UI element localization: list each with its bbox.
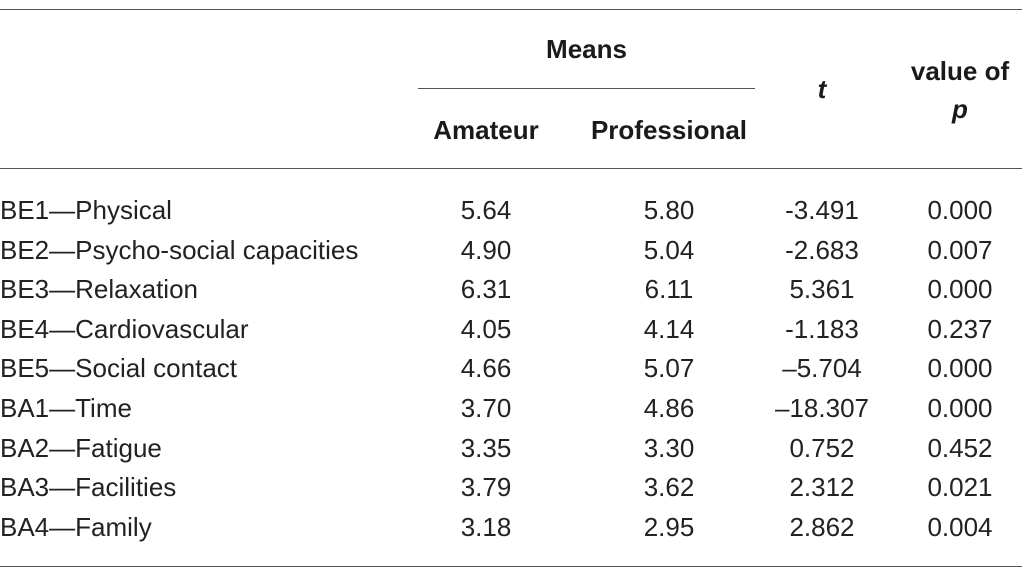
table-top-rule	[0, 9, 1022, 10]
row-amateur-mean: 4.66	[460, 353, 512, 384]
row-label: BE3—Relaxation	[0, 274, 198, 305]
row-professional-mean: 2.95	[643, 511, 695, 542]
row-t-value: 2.862	[789, 511, 855, 542]
row-amateur-mean: 4.90	[460, 234, 512, 265]
row-professional-mean: 4.86	[643, 393, 695, 423]
row-label: BE2—Psycho-social capacities	[0, 234, 359, 265]
header-t: t	[817, 74, 827, 104]
table-header-rule	[0, 168, 1022, 169]
header-means: Means	[546, 34, 627, 64]
row-professional-mean: 4.14	[643, 313, 695, 344]
header-amateur: Amateur	[433, 115, 539, 145]
row-professional-mean: 5.80	[643, 195, 695, 225]
means-subheader-rule	[418, 88, 755, 89]
row-amateur-mean: 3.18	[460, 511, 512, 542]
row-p-value: 0.237	[927, 313, 993, 344]
table-bottom-rule	[0, 566, 1022, 567]
row-p-value: 0.000	[927, 195, 993, 225]
row-t-value: 2.312	[789, 472, 855, 503]
row-t-value: 5.361	[789, 274, 855, 305]
row-professional-mean: 5.07	[643, 353, 695, 384]
row-professional-mean: 5.04	[643, 234, 695, 265]
row-p-value: 0.000	[927, 274, 993, 305]
row-p-value: 0.021	[927, 472, 993, 503]
row-p-value: 0.000	[927, 393, 993, 423]
row-amateur-mean: 6.31	[460, 274, 512, 305]
row-p-value: 0.004	[927, 511, 993, 542]
row-label: BA3—Facilities	[0, 472, 177, 503]
row-p-value: 0.007	[927, 234, 993, 265]
header-p-line1: value of	[910, 56, 1010, 86]
row-t-value: –5.704	[782, 353, 862, 384]
row-label: BE5—Social contact	[0, 353, 238, 384]
row-label: BA4—Family	[0, 511, 152, 542]
row-amateur-mean: 5.64	[460, 195, 512, 225]
row-p-value: 0.000	[927, 353, 993, 384]
row-professional-mean: 3.30	[643, 432, 695, 463]
row-amateur-mean: 3.79	[460, 472, 512, 503]
row-professional-mean: 6.11	[644, 274, 694, 305]
row-label: BA2—Fatigue	[0, 432, 162, 463]
row-amateur-mean: 3.70	[460, 393, 512, 423]
row-t-value: -3.491	[785, 195, 859, 225]
row-professional-mean: 3.62	[643, 472, 695, 503]
header-p-line2: p	[952, 94, 968, 124]
row-label: BE4—Cardiovascular	[0, 313, 249, 344]
row-amateur-mean: 4.05	[460, 313, 512, 344]
row-t-value: –18.307	[775, 393, 869, 423]
row-label: BE1—Physical	[0, 195, 172, 225]
row-t-value: -2.683	[785, 234, 859, 265]
row-t-value: -1.183	[785, 313, 859, 344]
row-amateur-mean: 3.35	[460, 432, 512, 463]
row-p-value: 0.452	[927, 432, 993, 463]
row-label: BA1—Time	[0, 393, 132, 423]
header-professional: Professional	[590, 115, 748, 145]
row-t-value: 0.752	[789, 432, 855, 463]
